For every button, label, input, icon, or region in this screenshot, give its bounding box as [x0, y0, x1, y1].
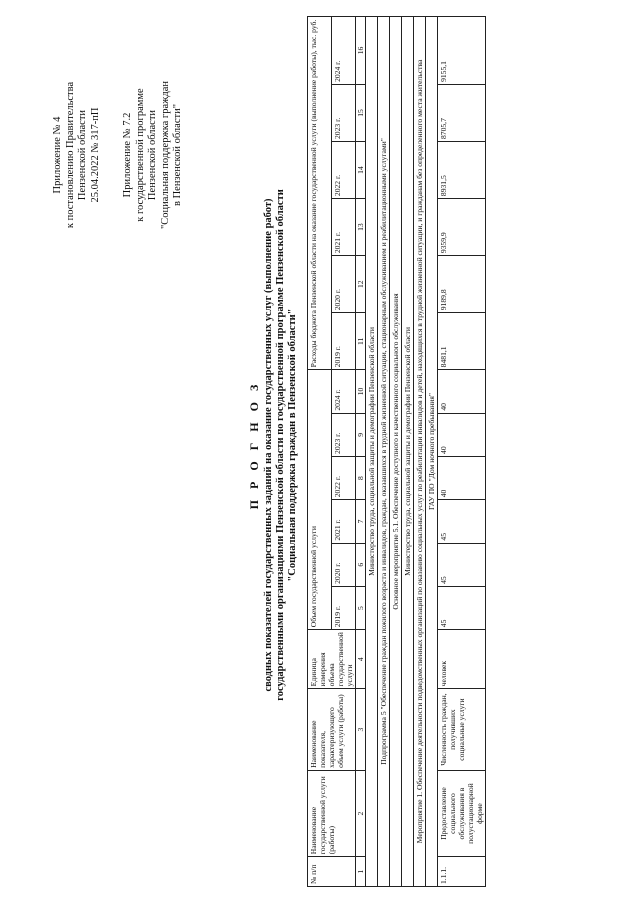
appendix-7-line1: Приложение № 7.2 — [122, 112, 133, 198]
appendix-4-line3: Пензенской области — [77, 109, 88, 201]
header-volume-year: 2019 г. — [332, 586, 356, 629]
column-number: 3 — [356, 689, 366, 771]
appendix-4-header — [52, 5, 102, 305]
row-indicator: Численность граждан, получивших социальные услуги — [438, 689, 486, 771]
title-line2: государственными организациями Пензенской области по государственной программе Пензенской области — [275, 189, 286, 701]
title-line1: сводных показателей государственных заданий на оказание государственных услуг (выполнение работ) — [263, 198, 274, 692]
title-line3: "Социальная поддержка граждан в Пензенской области" — [287, 308, 298, 582]
header-expense-year: 2022 г. — [332, 142, 356, 199]
header-expenses: Расходы бюджета Пензенской области на оказание государственной услуги (выполнение работы), тыс. руб. — [308, 17, 332, 370]
header-volume-year: 2022 г. — [332, 456, 356, 499]
row-volume: 40 — [438, 370, 486, 413]
document-title — [248, 15, 299, 875]
column-number: 6 — [356, 543, 366, 586]
column-number: 4 — [356, 630, 366, 689]
row-num: 1.1.1. — [438, 857, 486, 887]
column-number: 2 — [356, 770, 366, 856]
column-number: 10 — [356, 370, 366, 413]
column-number: 7 — [356, 500, 366, 543]
header-unit: Единица измерения объема государственной услуги — [308, 630, 356, 689]
header-volume-year: 2023 г. — [332, 413, 356, 456]
header-volume: Объем государственной услуги — [308, 370, 332, 630]
header-expense-year: 2021 г. — [332, 199, 356, 256]
row-service: Предоставление социального обслуживания в полустационарной форме — [438, 770, 486, 856]
row-expense: 8481,1 — [438, 313, 486, 370]
column-number: 15 — [356, 84, 366, 141]
row-volume: 45 — [438, 586, 486, 629]
header-expense-year: 2024 г. — [332, 17, 356, 85]
row-expense: 9155,1 — [438, 17, 486, 85]
column-number: 16 — [356, 17, 366, 85]
appendix-4-line4: 25.04.2022 № 317-пП — [89, 107, 101, 203]
header-volume-year: 2021 г. — [332, 500, 356, 543]
column-number: 12 — [356, 256, 366, 313]
header-expense-year: 2020 г. — [332, 256, 356, 313]
table-row — [438, 17, 486, 887]
appendix-7-line4: "Социальная поддержка граждан — [159, 80, 171, 230]
appendix-7-header — [122, 5, 185, 305]
column-number: 13 — [356, 199, 366, 256]
row-unit: человек — [438, 630, 486, 689]
section-ministry: Министерство труда, социальной защиты и демографии Пензенской области — [366, 17, 378, 887]
section-subprogram: Подпрограмма 5 "Обеспечение граждан пожилого возраста и инвалидов, граждан, оказавшихся в трудной жизненной ситуации, стационарным обслуживанием и реабилитационными услугами" — [378, 17, 390, 887]
title-main: П Р О Г Н О З — [247, 380, 261, 510]
row-volume: 45 — [438, 543, 486, 586]
section-ministry: Министерство труда, социальной защиты и демографии Пензенской области — [402, 17, 414, 887]
column-number: 5 — [356, 586, 366, 629]
section-main-event: Основное мероприятие 5.1. Обеспечение доступного и качественного социального обслуживания — [390, 17, 402, 887]
appendix-7-line3: Пензенской области — [147, 109, 158, 201]
header-num: № п/п — [308, 857, 356, 887]
appendix-7-line2: к государственной программе — [134, 88, 146, 222]
column-number: 14 — [356, 142, 366, 199]
header-indicator: Наименование показателя, характеризующего объем услуги (работы) — [308, 689, 356, 771]
header-volume-year: 2020 г. — [332, 543, 356, 586]
column-number: 9 — [356, 413, 366, 456]
appendix-7-line5: в Пензенской области" — [172, 104, 183, 206]
row-volume: 40 — [438, 456, 486, 499]
row-expense: 9189,8 — [438, 256, 486, 313]
header-expense-year: 2023 г. — [332, 84, 356, 141]
row-expense: 8705,7 — [438, 84, 486, 141]
row-expense: 8931,5 — [438, 142, 486, 199]
row-volume: 45 — [438, 500, 486, 543]
section-organization: ГАУ ПО "Дом ночного пребывания" — [426, 17, 438, 887]
appendix-4-line2: к постановлению Правительства — [64, 81, 76, 229]
header-service: Наименование государственной услуги (работы) — [308, 770, 356, 856]
header-expense-year: 2019 г. — [332, 313, 356, 370]
appendix-4-line1: Приложение № 4 — [52, 116, 63, 194]
column-number-row — [356, 17, 366, 887]
forecast-table — [307, 16, 486, 887]
row-volume: 40 — [438, 413, 486, 456]
section-event: Мероприятие 1. Обеспечение деятельности подведомственных организаций по оказанию социальных услуг по реабилитации инвалидов и детей, находящихся в трудной жизненной ситуации, и гражданам без определенного места жительства — [414, 17, 426, 887]
row-expense: 9359,9 — [438, 199, 486, 256]
header-volume-year: 2024 г. — [332, 370, 356, 413]
column-number: 8 — [356, 456, 366, 499]
column-number: 11 — [356, 313, 366, 370]
column-number: 1 — [356, 857, 366, 887]
